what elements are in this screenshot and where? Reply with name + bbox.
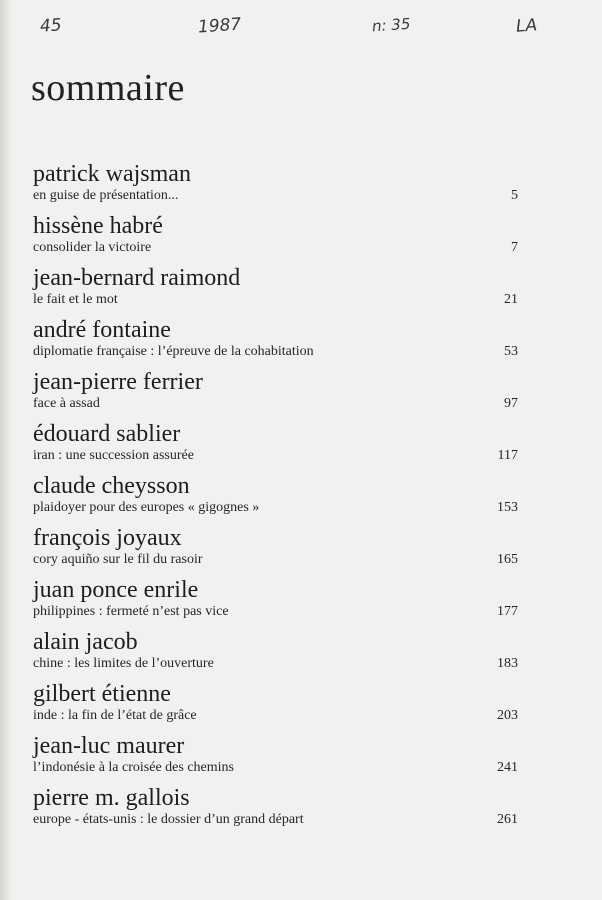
toc-entry — [33, 472, 518, 524]
entry-page-number: 5 — [511, 188, 518, 203]
entry-author: françois joyaux — [33, 525, 182, 551]
entry-page-number: 7 — [511, 240, 518, 255]
toc-entry — [33, 576, 518, 628]
entry-author: claude cheysson — [33, 473, 190, 499]
entry-page-number: 117 — [497, 448, 518, 463]
entry-page-number: 261 — [497, 812, 518, 827]
entry-author: jean-pierre ferrier — [33, 369, 203, 395]
page-edge — [0, 0, 14, 900]
entry-author: hissène habré — [33, 213, 163, 239]
handwritten-note: n: 35 — [371, 14, 412, 36]
page-title: sommaire — [31, 67, 185, 109]
table-of-contents — [33, 160, 518, 836]
entry-author: édouard sablier — [33, 421, 181, 447]
entry-page-number: 53 — [504, 344, 518, 359]
entry-page-number: 97 — [504, 396, 518, 411]
toc-entry — [33, 212, 518, 264]
toc-entry — [33, 420, 518, 472]
toc-entry — [33, 264, 518, 316]
toc-entry — [33, 524, 518, 576]
entry-title: plaidoyer pour des europes « gigognes » — [33, 500, 260, 515]
entry-page-number: 183 — [497, 656, 518, 671]
entry-author: alain jacob — [33, 629, 138, 655]
toc-entry — [33, 368, 518, 420]
entry-page-number: 177 — [497, 604, 518, 619]
entry-title: diplomatie française : l’épreuve de la cohabitation — [33, 344, 314, 359]
entry-title: cory aquiño sur le fil du rasoir — [33, 552, 203, 567]
entry-title: le fait et le mot — [33, 292, 118, 307]
entry-author: patrick wajsman — [33, 161, 191, 187]
entry-title: en guise de présentation... — [33, 188, 179, 203]
entry-title: face à assad — [33, 396, 100, 411]
handwritten-note: 1987 — [197, 14, 242, 38]
entry-author: juan ponce enrile — [33, 577, 199, 603]
entry-title: iran : une succession assurée — [33, 448, 194, 463]
toc-entry — [33, 784, 518, 836]
entry-page-number: 165 — [497, 552, 518, 567]
entry-author: andré fontaine — [33, 317, 171, 343]
toc-entry — [33, 680, 518, 732]
entry-title: philippines : fermeté n’est pas vice — [33, 604, 229, 619]
entry-title: europe - états-unis : le dossier d’un grand départ — [33, 812, 304, 827]
entry-author: jean-bernard raimond — [33, 265, 241, 291]
entry-author: gilbert étienne — [33, 681, 171, 707]
entry-author: pierre m. gallois — [33, 785, 190, 811]
handwritten-note: LA — [515, 15, 538, 37]
entry-title: chine : les limites de l’ouverture — [33, 656, 214, 671]
entry-title: consolider la victoire — [33, 240, 152, 255]
entry-page-number: 203 — [497, 708, 518, 723]
toc-entry — [33, 316, 518, 368]
entry-page-number: 153 — [497, 500, 518, 515]
toc-entry — [33, 732, 518, 784]
entry-title: l’indonésie à la croisée des chemins — [33, 760, 234, 775]
entry-author: jean-luc maurer — [33, 733, 185, 759]
entry-page-number: 21 — [504, 292, 518, 307]
entry-page-number: 241 — [497, 760, 518, 775]
toc-entry — [33, 628, 518, 680]
handwritten-note: 45 — [39, 15, 63, 37]
entry-title: inde : la fin de l’état de grâce — [33, 708, 197, 723]
toc-entry — [33, 160, 518, 212]
